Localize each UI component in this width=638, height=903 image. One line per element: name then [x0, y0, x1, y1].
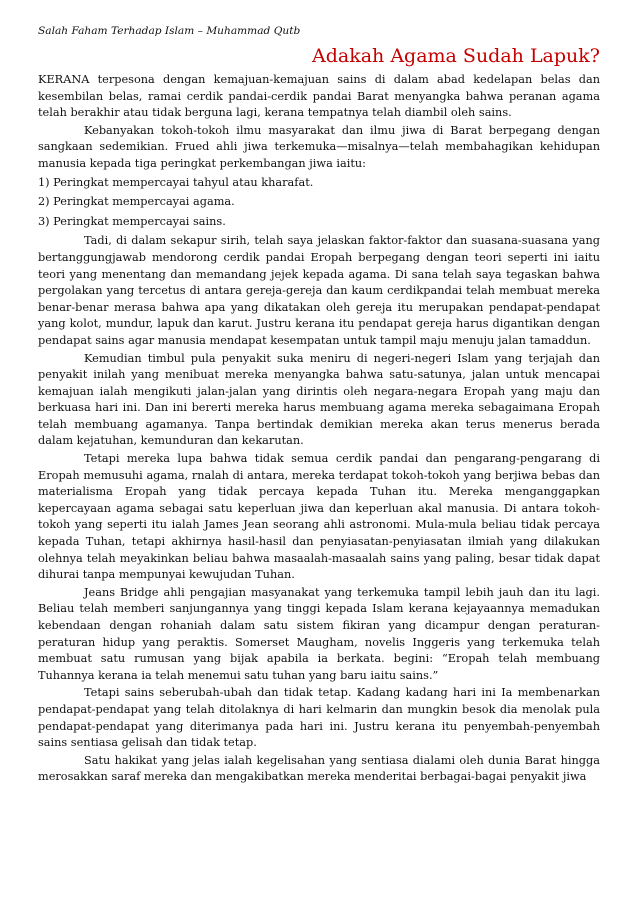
- paragraph-intro: KERANA terpesona dengan kemajuan-kemajuan sains di dalam abad kedelapan belas dan kesembilan belas, ramai cerdik pandai-cerdik pandai Barat menyangka bahwa peranan agama telah berakhir atau tidak berguna lagi, kerana tempatnya telah diambil oleh sains.: [38, 73, 600, 120]
- list-item: 3) Peringkat mempercayai sains.: [38, 214, 226, 228]
- list-item: 1) Peringkat mempercayai tahyul atau kharafat.: [38, 175, 314, 189]
- running-header: Salah Faham Terhadap Islam – Muhammad Qutb: [38, 25, 301, 37]
- paragraph-jeans-bridge: Jeans Bridge ahli pengajian masyanakat yang terkemuka tampil lebih jauh dan itu lagi. Beliau telah memberi sanjungannya yang tinggi kepada Islam kerana kejayaannya memadukan kebendaan dengan rohaniah dalam satu sistem fikiran yang dicampur dengan peraturan-peraturan hidup yang peraktis. Somerset Maugham, novelis Inggeris yang terkemuka telah membuat satu rumusan yang bijak apabila ia berkata. begini: “Eropah telah membuang Tuhannya kerana ia telah menemui satu tuhan yang baru iaitu sains.”: [38, 585, 600, 682]
- paragraph-kegelisahan: Satu hakikat yang jelas ialah kegelisahan yang sentiasa dialami oleh dunia Barat hingga merosakkan saraf mereka dan mengakibatkan mereka menderitai berbagai-bagai penyakit jiwa: [38, 753, 600, 784]
- stages-list: [38, 175, 600, 231]
- paragraph-freud: Kebanyakan tokoh-tokoh ilmu masyarakat dan ilmu jiwa di Barat berpegang dengan sangkaan sedemikian. Frued ahli jiwa terkemuka—misalnya—telah membahagikan kehidupan manusia kepada tiga peringkat perkembangan jiwa iaitu:: [38, 123, 600, 170]
- paragraph-sains-berubah: Tetapi sains seberubah-ubah dan tidak tetap. Kadang kadang hari ini Ia membenarkan pendapat-pendapat yang telah ditolaknya di hari kelmarin dan mungkin besok dia menolak pula pendapat-pendapat yang diterimanya pada hari ini. Justru kerana itu penyembah-penyembah sains sentiasa gelisah dan tidak tetap.: [38, 686, 600, 750]
- paragraph-james-jean: Tetapi mereka lupa bahwa tidak semua cerdik pandai dan pengarang-pengarang di Eropah memusuhi agama, rnalah di antara, mereka terdapat tokoh-tokoh yang berjiwa bebas dan materialisma Eropah yang tidak percaya kepada Tuhan itu. Mereka menganggapkan kepercayaan agama sebagai satu keperluan jiwa dan keperluan akal manusia. Di antara tokoh-tokoh yang seperti itu ialah James Jean seorang ahli astronomi. Mula-mula beliau tidak percaya kepada Tuhan, tetapi akhirnya hasil-hasil dan penyiasatan-penyiasatan ilmiah yang dilakukan olehnya telah meyakinkan beliau bahwa masaalah-masaalah sains yang paling, besar tidak dapat dihurai tanpa mempunyai kewujudan Tuhan.: [38, 452, 600, 582]
- document-page: [38, 14, 600, 787]
- article-title: Adakah Agama Sudah Lapuk?: [312, 45, 600, 67]
- paragraph-penyakit-meniru: Kemudian timbul pula penyakit suka meniru di negeri-negeri Islam yang terjajah dan penyakit inilah yang menibuat mereka menyangka bahwa satu-satunya, jalan untuk mencapai kemajuan ialah mengikuti jalan-jalan yang dirintis oleh negara-negara Eropah yang maju dan berkuasa hari ini. Dan ini bererti mereka harus membuang agama mereka sebagaimana Eropah telah membuang agamanya. Tanpa bertindak demikian mereka akan terus menerus berada dalam kejatuhan, kemunduran dan kekarutan.: [38, 351, 600, 448]
- paragraph-sekapur-sirih: Tadi, di dalam sekapur sirih, telah saya jelaskan faktor-faktor dan suasana-suasana yang bertanggungjawab mendorong cerdik pandai Eropah berpegang dengan teori seperti ini iaitu teori yang menentang dan memandang jejek kepada agama. Di sana telah saya tegaskan bahwa pergolakan yang tercetus di antara gereja-gereja dan kaum cerdikpandai telah membuat mereka benar-benar merasa bahwa apa yang dikatakan oleh gereja itu merupakan pendapat-pendapat yang kolot, mundur, lapuk dan karut. Justru kerana itu pendapat gereja harus digantikan dengan pendapat sains agar manusia mendapat kesempatan untuk tampil maju menuju jalan tamaddun.: [38, 234, 600, 347]
- list-item: 2) Peringkat mempercayai agama.: [38, 195, 235, 209]
